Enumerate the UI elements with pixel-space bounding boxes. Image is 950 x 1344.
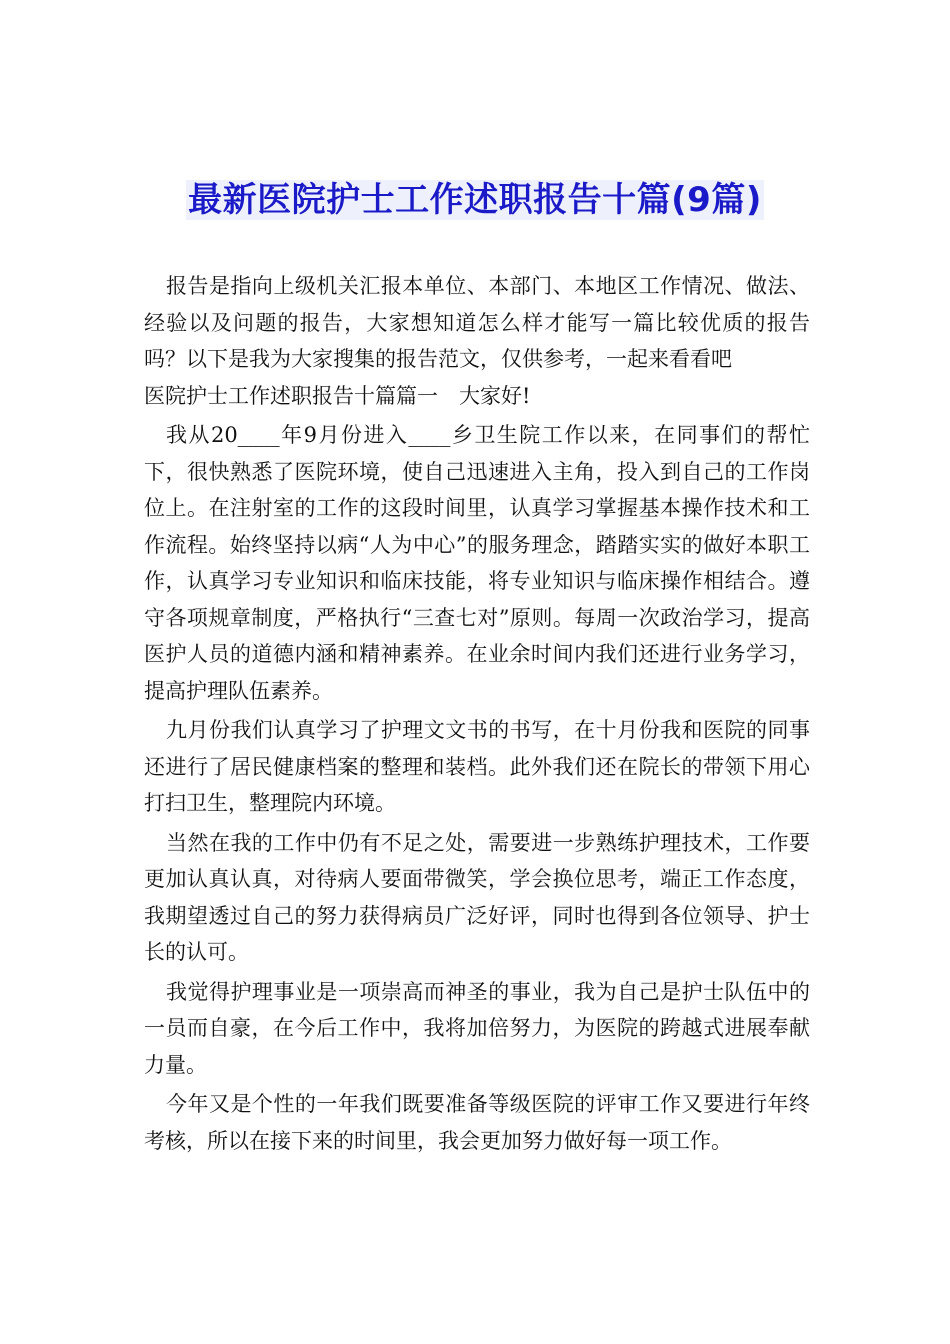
paragraph-1: 我从20____年9月份进入____乡卫生院工作以来，在同事们的帮忙下，很快熟悉了医院环境，使自己迅速进入主角，投入到自己的工作岗位上。在注射室的工作的这段时间里，认真学习掌握基本操作技术和工作流程。始终坚持以病“人为中心”的服务理念，踏踏实实的做好本职工作，认真学习专业知识和临床技能，将专业知识与临床操作相结合。遵守各项规章制度，严格执行“三查七对”原则。每周一次政治学习，提高医护人员的道德内涵和精神素养。在业余时间内我们还进行业务学习，提高护理队伍素养。: [144, 423, 810, 703]
document-body: [144, 268, 810, 1159]
paragraph-5: 今年又是个性的一年我们既要准备等级医院的评审工作又要进行年终考核，所以在接下来的时间里，我会更加努力做好每一项工作。: [144, 1092, 810, 1153]
paragraph-3: 当然在我的工作中仍有不足之处，需要进一步熟练护理技术，工作要更加认真认真，对待病人要面带微笑，学会换位思考，端正工作态度，我期望透过自己的努力获得病员广泛好评，同时也得到各位领导、护士长的认可。: [144, 830, 810, 964]
document-title: [0, 174, 950, 226]
paragraph-4: 我觉得护理事业是一项崇高而神圣的事业，我为自己是护士队伍中的一员而自豪，在今后工作中，我将加倍努力，为医院的跨越式进展奉献力量。: [144, 979, 810, 1077]
section-heading: 医院护士工作述职报告十篇篇一 大家好!: [144, 383, 531, 408]
paragraph-2: 九月份我们认真学习了护理文文书的书写，在十月份我和医院的同事还进行了居民健康档案的整理和装档。此外我们还在院长的带领下用心打扫卫生，整理院内环境。: [144, 718, 810, 815]
document-title-text: 最新医院护士工作述职报告十篇(9篇): [188, 180, 762, 220]
paragraph-intro: 报告是指向上级机关汇报本单位、本部门、本地区工作情况、做法、经验以及问题的报告，大家想知道怎么样才能写一篇比较优质的报告吗？以下是我为大家搜集的报告范文，仅供参考，一起来看看吧: [144, 274, 810, 371]
